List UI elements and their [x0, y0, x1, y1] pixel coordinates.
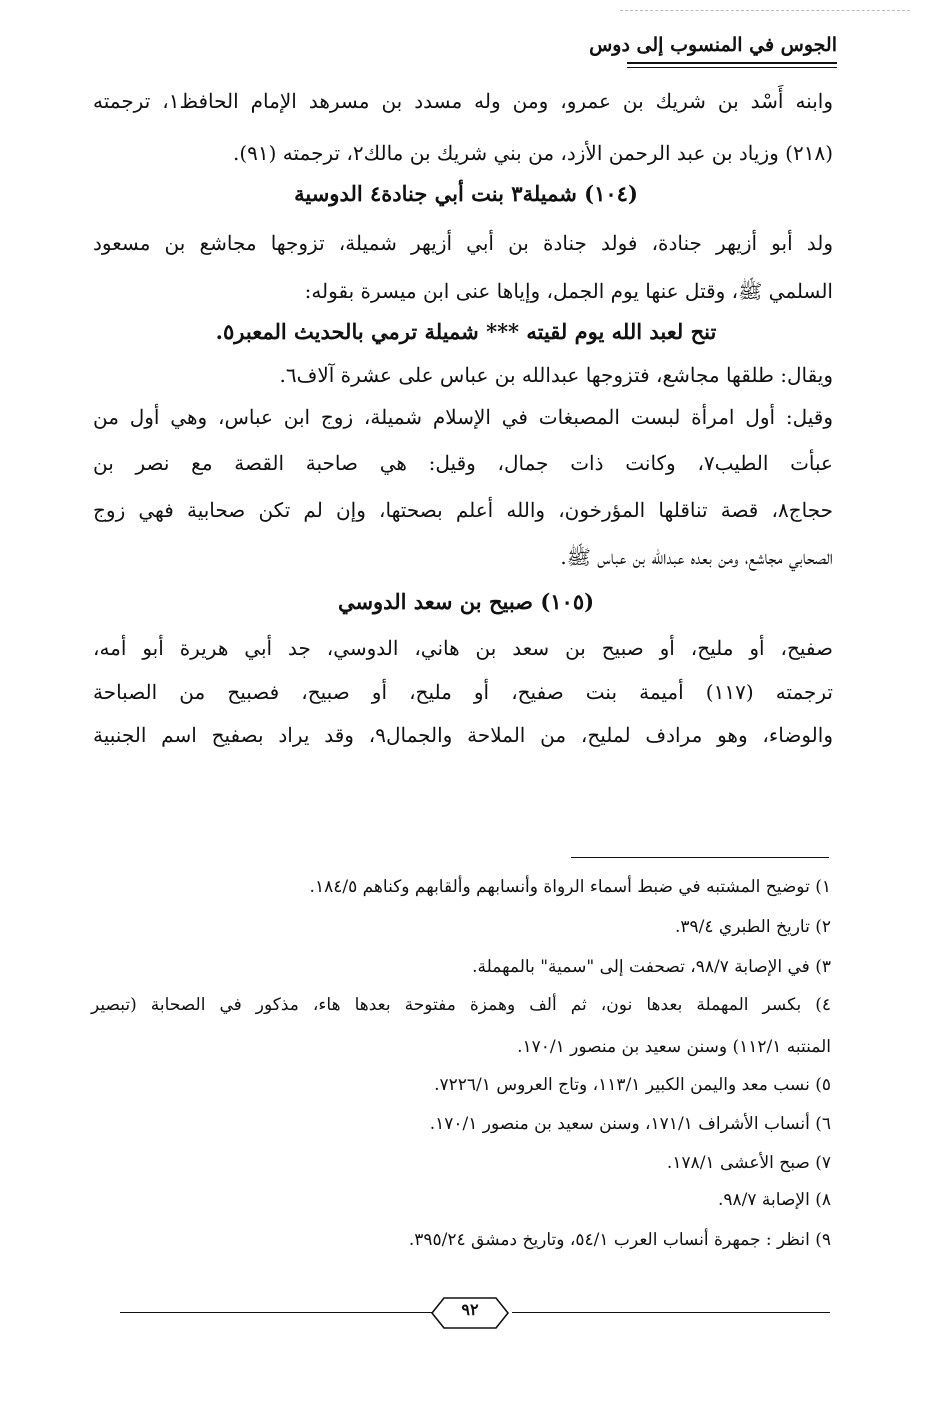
footnote-continuation: المنتبه ١١٢/١) وسنن سعيد بن منصور ١٧٠/١.	[517, 1037, 831, 1057]
body-line: السلمي ﷺ، وقتل عنها يوم الجمل، وإياها عنى ابن ميسرة بقوله:	[304, 279, 833, 303]
body-line: حجاج٨، قصة تناقلها المؤرخون، والله أعلم بصحتها، وإن لم تكن صحابية فهي زوج	[93, 498, 833, 522]
poetry-verse: تنح لعبد الله يوم لقيته *** شميلة ترمي بالحديث المعبر٥.	[215, 319, 717, 344]
body-line: وقيل: أول امرأة لبست المصبغات في الإسلام شميلة، زوج ابن عباس، وهي أول من	[93, 405, 833, 429]
body-line: وابنه أَسْد بن شريك بن عمرو، ومن وله مسدد بن مسرهد الإمام الحافظ١، ترجمته	[93, 89, 833, 113]
entry-heading-104: (١٠٤) شميلة٣ بنت أبي جنادة٤ الدوسية	[294, 181, 638, 206]
header-underline-thin	[627, 67, 837, 68]
header-underline	[627, 62, 837, 64]
body-line: ويقال: طلقها مجاشع، فتزوجها عبدالله بن عباس على عشرة آلاف٦.	[279, 363, 833, 387]
body-line: عبأت الطيب٧، وكانت ذات جمال، وقيل: هي صاحبة القصة مع نصر بن	[93, 451, 833, 475]
body-line: ترجمته (١١٧) أميمة بنت صفيح، أو مليح، أو صبيح، فصبيح من الصباحة	[93, 680, 833, 704]
footnote: ٦) أنساب الأشراف ١٧١/١، وسنن سعيد بن منصور ١٧٠/١.	[429, 1114, 831, 1134]
footer-rule-left	[120, 1312, 432, 1313]
footnote: ٥) نسب معد واليمن الكبير ١١٣/١، وتاج العروس ٧٢٢٦/١.	[434, 1075, 831, 1095]
body-line: ولد أبو أزيهر جنادة، فولد جنادة بن أبي أزيهر شميلة، تزوجها مجاشع بن مسعود	[93, 231, 834, 255]
footnote: ٣) في الإصابة ٩٨/٧، تصحفت إلى "سمية" بالمهملة.	[472, 957, 831, 977]
running-header-title: الجوس في المنسوب إلى دوس	[589, 34, 837, 56]
footnote: ٧) صبح الأعشى ١٧٨/١.	[666, 1153, 831, 1173]
footnote: ٤) بكسر المهملة بعدها نون، ثم ألف وهمزة مفتوحة بعدها هاء، مذكور في الصحابة (تبصير	[91, 995, 831, 1015]
top-edge-rule	[620, 10, 910, 11]
footnote: ٢) تاريخ الطبري ٣٩/٤.	[674, 917, 831, 937]
page-footer	[90, 1292, 830, 1332]
footnote: ٨) الإصابة ٩٨/٧.	[718, 1190, 831, 1210]
body-line: الصحابي مجاشع، ومن بعده عبدالله بن عباس ﷺ.	[560, 545, 833, 569]
body-line: صفيح، أو مليح، أو صبيح بن سعد بن هاني، الدوسي، جد أبي هريرة أبو أمه،	[93, 636, 833, 660]
body-line: والوضاء، وهو مرادف لمليح، من الملاحة والجمال٩، وقد يراد بصفيح اسم الجنبية	[93, 723, 833, 747]
entry-heading-105: (١٠٥) صبيح بن سعد الدوسي	[337, 589, 595, 614]
footnote: ٩) انظر : جمهرة أنساب العرب ٥٤/١، وتاريخ دمشق ٣٩٥/٢٤.	[408, 1230, 831, 1250]
footer-rule-right	[512, 1312, 830, 1313]
page-number: ٩٢	[461, 1300, 479, 1319]
footnote: ١) توضيح المشتبه في ضبط أسماء الرواة وأنسابهم وألقابهم وكناهم ١٨٤/٥.	[309, 877, 831, 897]
body-line: (٢١٨) وزياد بن عبد الرحمن الأزد، من بني شريك بن مالك٢، ترجمته (٩١).	[232, 141, 833, 165]
footnote-separator	[571, 857, 829, 858]
